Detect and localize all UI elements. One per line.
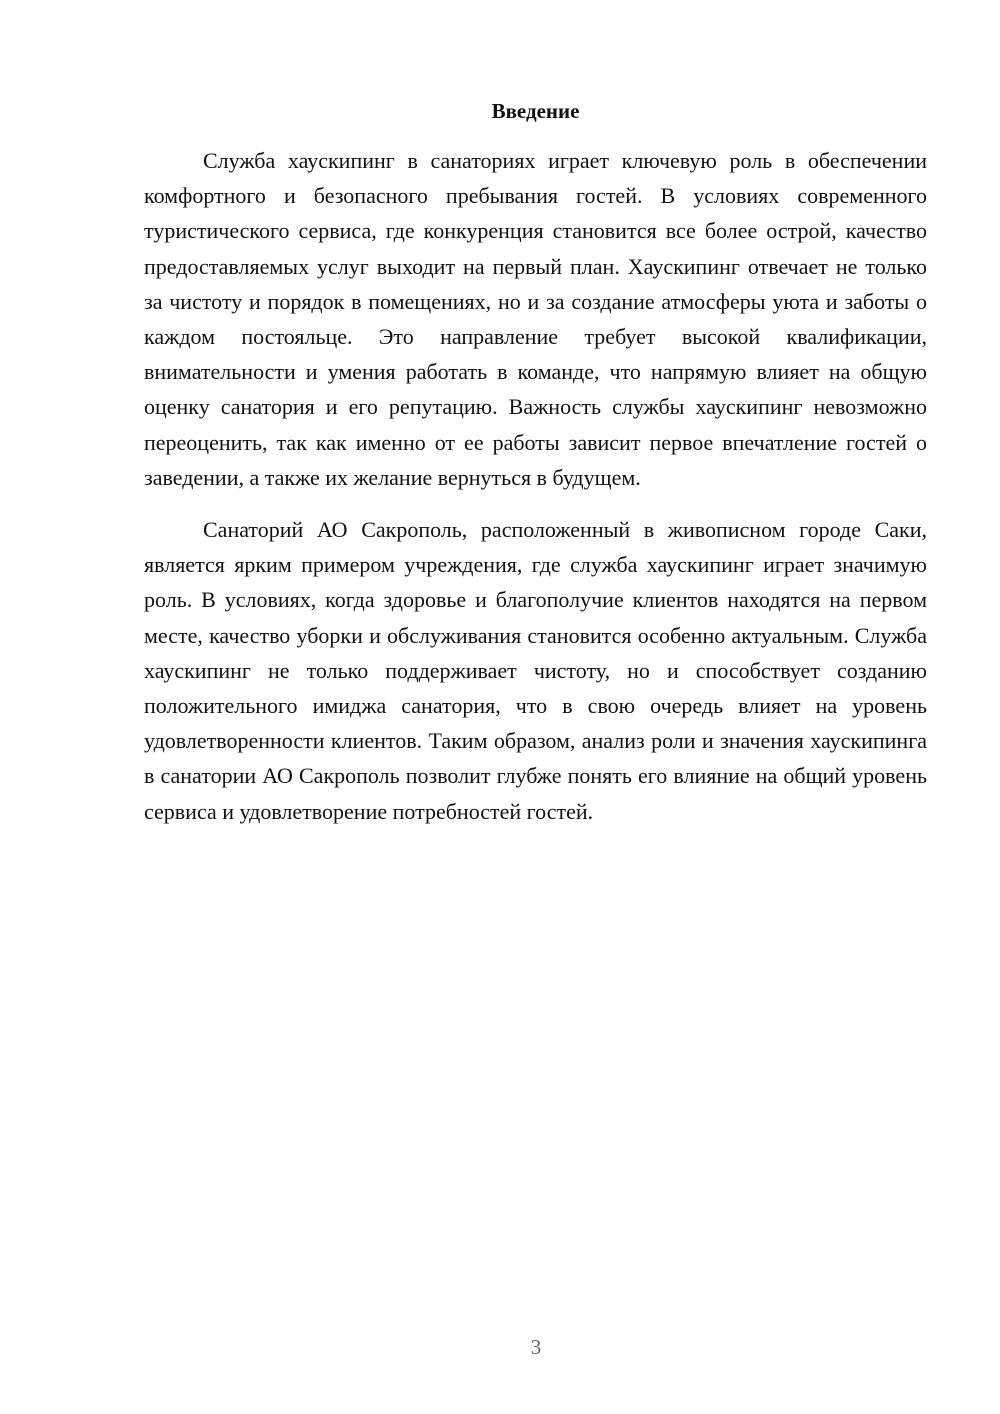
- paragraph-2: Санаторий АО Сакрополь, расположенный в живописном городе Саки, является ярким примером учреждения, где служба хаускипинг играет значимую роль. В условиях, когда здоровье и благополучие клиентов находятся на первом месте, качество уборки и обслуживания становится особенно актуальным. Служба хаускипинг не только поддерживает чистоту, но и способствует созданию положительного имиджа санатория, что в свою очередь влияет на уровень удовлетворенности клиентов. Таким образом, анализ роли и значения хаускипинга в санатории АО Сакрополь позволит глубже понять его влияние на общий уровень сервиса и удовлетворение потребностей гостей.: [144, 517, 927, 824]
- page-number: 3: [530, 1335, 542, 1359]
- paragraph-1: Служба хаускипинг в санаториях играет ключевую роль в обеспечении комфортного и безопасного пребывания гостей. В условиях современного туристического сервиса, где конкуренция становится все более острой, качество предоставляемых услуг выходит на первый план. Хаускипинг отвечает не только за чистоту и порядок в помещениях, но и за создание атмосферы уюта и заботы о каждом постояльце. Это направление требует высокой квалификации, внимательности и умения работать в команде, что напрямую влияет на общую оценку санатория и его репутацию. Важность службы хаускипинг невозможно переоценить, так как именно от ее работы зависит первое впечатление гостей о заведении, а также их желание вернуться в будущем.: [144, 148, 927, 490]
- section-heading: Введение: [491, 99, 580, 123]
- body-text: [144, 143, 927, 829]
